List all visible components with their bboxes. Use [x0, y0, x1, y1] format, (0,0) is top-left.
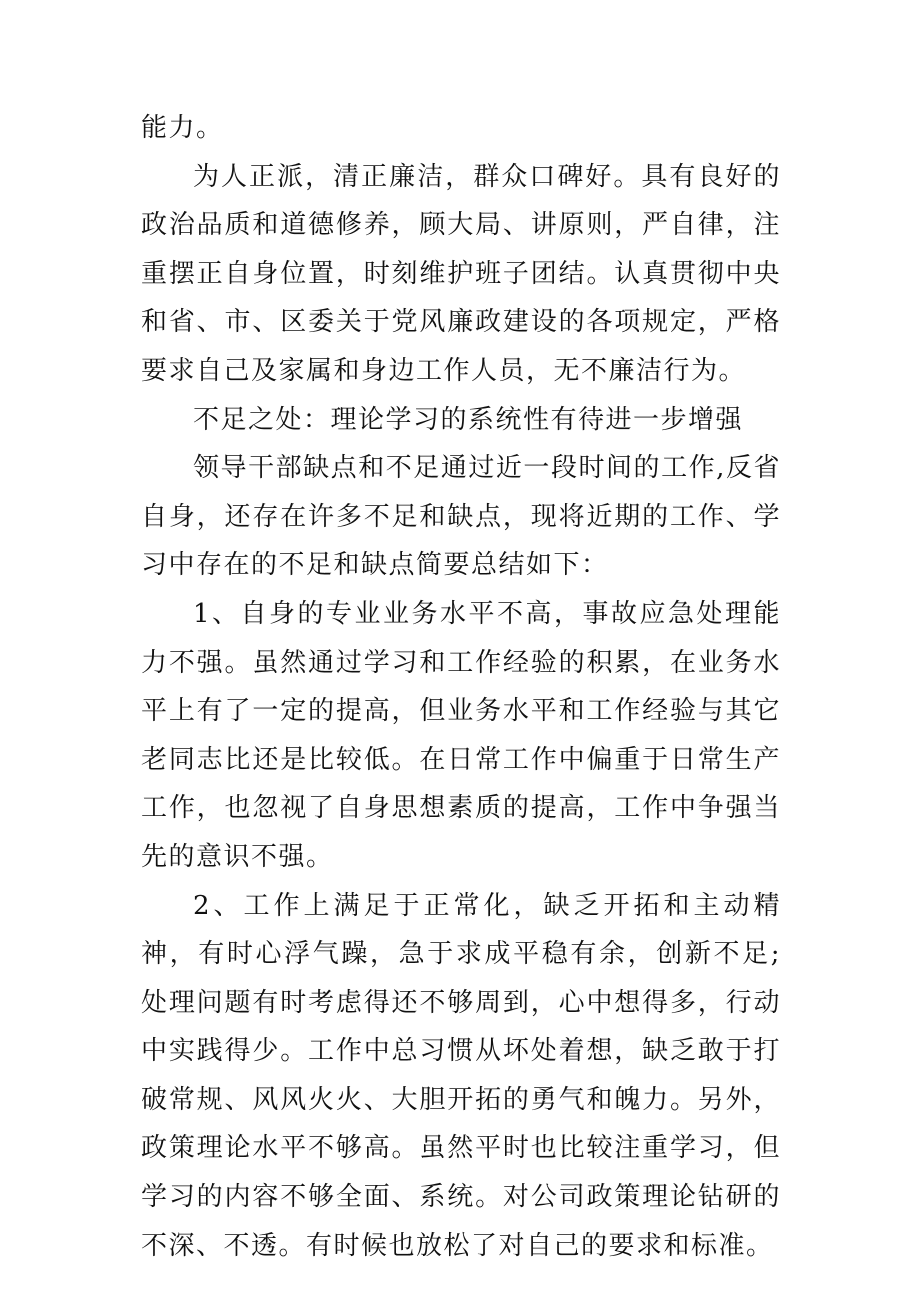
document-body	[141, 104, 781, 1270]
paragraph-self-review-intro: 领导干部缺点和不足通过近一段时间的工作,反省自身，还存在许多不足和缺点，现将近期的工作、学习中存在的不足和缺点简要总结如下：	[141, 453, 781, 581]
paragraph-capability-end: 能力。	[141, 113, 224, 143]
paragraph-point-1: 1、自身的专业业务水平不高，事故应急处理能力不强。虽然通过学习和工作经验的积累，在业务水平上有了一定的提高，但业务水平和工作经验与其它老同志比还是比较低。在日常工作中偏重于日常生产工作，也忽视了自身思想素质的提高，工作中争强当先的意识不强。	[141, 598, 781, 872]
paragraph-integrity: 为人正派，清正廉洁，群众口碑好。具有良好的政治品质和道德修养，顾大局、讲原则，严自律，注重摆正自身位置，时刻维护班子团结。认真贯彻中央和省、市、区委关于党风廉政建设的各项规定，严格要求自己及家属和身边工作人员，无不廉洁行为。	[141, 161, 781, 386]
paragraph-point-2: 2、工作上满足于正常化，缺乏开拓和主动精神，有时心浮气躁，急于求成平稳有余，创新不足;处理问题有时考虑得还不够周到，心中想得多，行动中实践得少。工作中总习惯从坏处着想，缺乏敢于打破常规、风风火火、大胆开拓的勇气和魄力。另外，政策理论水平不够高。虽然平时也比较注重学习，但学习的内容不够全面、系统。对公司政策理论钻研的不深、不透。有时候也放松了对自己的要求和标准。	[141, 890, 781, 1261]
paragraph-shortcoming-heading: 不足之处：理论学习的系统性有待进一步增强	[193, 404, 744, 435]
